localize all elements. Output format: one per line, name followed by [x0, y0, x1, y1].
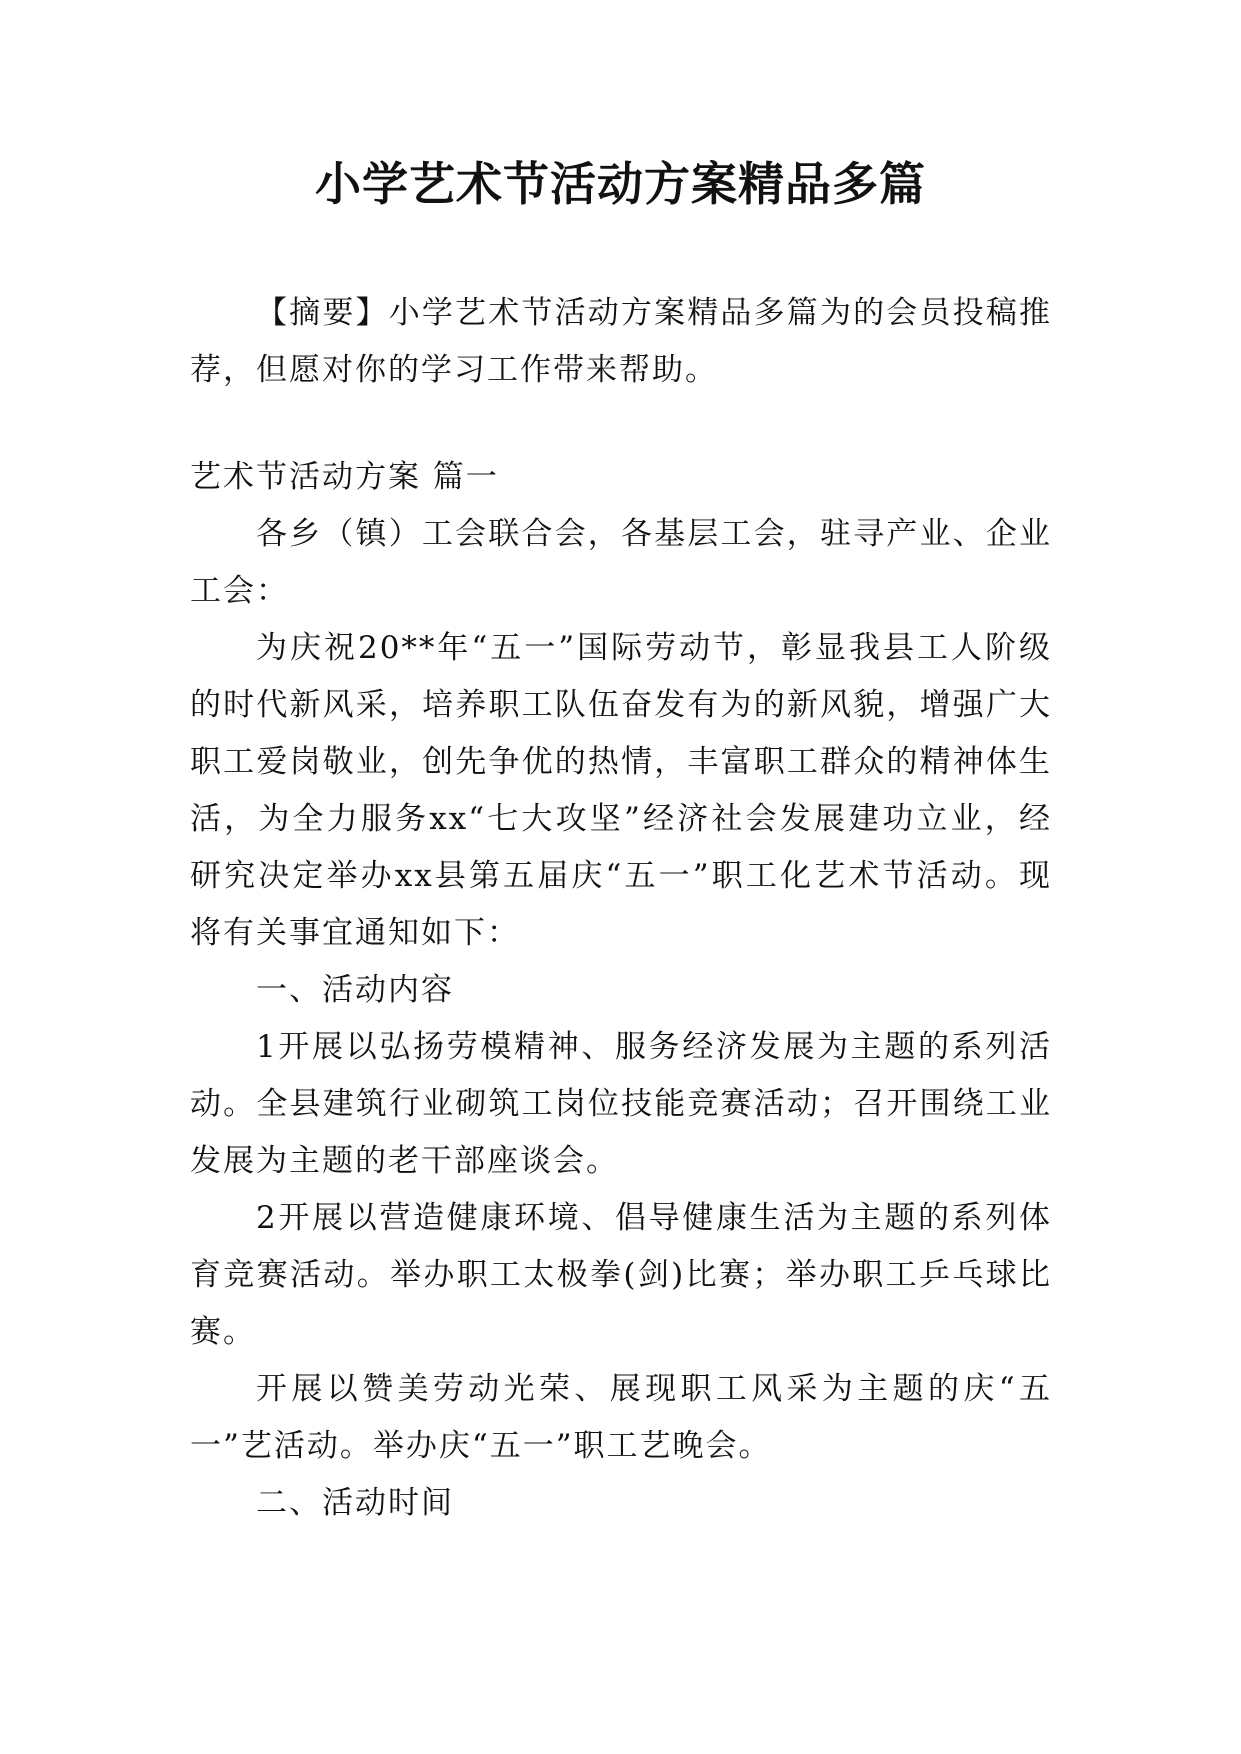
subsection-heading: 一、活动内容: [256, 972, 454, 1008]
section-heading: 艺术节活动方案 篇一: [190, 459, 499, 495]
body-paragraph: 开展以赞美劳动光荣、展现职工风采为主题的庆“五一”艺活动。举办庆“五一”职工艺晚会。: [190, 1371, 1052, 1464]
body-paragraph: 1开展以弘扬劳模精神、服务经济发展为主题的系列活动。全县建筑行业砌筑工岗位技能竞赛活动；召开围绕工业发展为主题的老干部座谈会。: [190, 1029, 1052, 1179]
document-title: 小学艺术节活动方案精品多篇: [315, 157, 926, 211]
body-paragraph: 为庆祝20**年“五一”国际劳动节，彰显我县工人阶级的时代新风采，培养职工队伍奋发有为的新风貌，增强广大职工爱岗敬业，创先争优的热情，丰富职工群众的精神体生活，为全力服务xx“七大攻坚”经济社会发展建功立业，经研究决定举办xx县第五届庆“五一”职工化艺术节活动。现将有关事宜通知如下：: [190, 630, 1052, 951]
subsection-heading: 二、活动时间: [256, 1485, 454, 1521]
body-paragraph: 2开展以营造健康环境、倡导健康生活为主题的系列体育竞赛活动。举办职工太极拳(剑)比赛；举办职工乒乓球比赛。: [190, 1200, 1052, 1350]
body-paragraph: 各乡（镇）工会联合会，各基层工会，驻寻产业、企业工会：: [190, 516, 1052, 609]
abstract-paragraph: 【摘要】小学艺术节活动方案精品多篇为的会员投稿推荐，但愿对你的学习工作带来帮助。: [190, 295, 1052, 388]
document-body: [190, 285, 1052, 1532]
